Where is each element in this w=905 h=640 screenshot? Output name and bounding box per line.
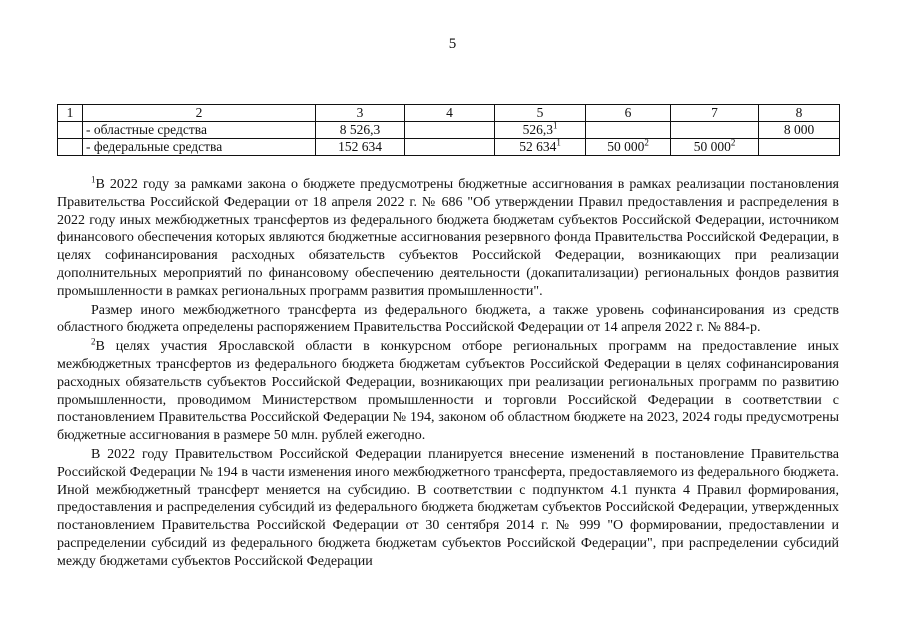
paragraph-text: В 2022 году Правительством Российской Федерации планируется внесение изменений в постановление Правительства Российской Федерации № 194 в части изменения иного межбюджетного трансферта, предоставляемого из федерального бюджета. Иной межбюджетный трансферт меняется на субсидию. В соответствии с подпунктом 4.1 пункта 4 Правил формирования, предоставления и распределения субсидий из федерального бюджета бюджетам субъектов Российской Федерации, утвержденных постановлением Правительства Российской Федерации от 30 сентября 2014 г. № 999 "О формировании, предоставлении и распределении субсидий из федерального бюджета бюджетам субъектов Российской Федерации", при распределении субсидий между бюджетами субъектов Российской Федерации — [57, 446, 839, 569]
paragraph-text: Размер иного межбюджетного трансферта из федерального бюджета, а также уровень софинансирования из средств областного бюджета определены распоряжением Правительства Российской Федерации от 14 апреля 2022 г. № 884-р. — [57, 302, 839, 336]
table-cell — [586, 122, 671, 139]
budget-table — [57, 104, 840, 156]
table-cell — [759, 139, 840, 156]
header-cell: 8 — [759, 105, 840, 122]
table-cell: 8 526,3 — [316, 122, 405, 139]
header-cell: 6 — [586, 105, 671, 122]
table-cell — [405, 122, 495, 139]
paragraph-text: В целях участия Ярославской области в конкурсном отборе региональных программ на предоставление иных межбюджетных трансфертов из федерального бюджета бюджетам субъектов Российской Федерации в целях софинансирования расходных обязательств субъектов Российской Федерации, возникающих при реализации региональных программ по развитию промышленности, проводимом Министерством промышленности и торговли Российской Федерации в соответствии с постановлением Правительства Российской Федерации № 194, законом об областном бюджете на 2023, 2024 годы предусмотрены бюджетные ассигнования в размере 50 млн. рублей ежегодно. — [57, 339, 839, 444]
cell-value: 50 000 — [693, 139, 731, 154]
table-cell: 152 634 — [316, 139, 405, 156]
footnote-marker: 1 — [552, 121, 558, 131]
footnote-marker: 1 — [556, 138, 561, 148]
footnote-marker: 2 — [91, 336, 96, 347]
footnote-paragraph-1 — [57, 176, 839, 301]
footnote-marker: 2 — [730, 138, 736, 148]
cell-value: 50 000 — [607, 139, 645, 154]
header-cell: 5 — [495, 105, 586, 122]
table-cell — [671, 122, 759, 139]
body-text — [57, 176, 839, 571]
header-cell: 2 — [83, 105, 316, 122]
table-cell — [405, 139, 495, 156]
cell-value: 52 634 — [519, 139, 557, 154]
table-cell: 8 000 — [759, 122, 840, 139]
header-cell: 3 — [316, 105, 405, 122]
table-cell — [586, 139, 671, 156]
row-label: - областные средства — [83, 122, 316, 139]
row-label: - федеральные средства — [83, 139, 316, 156]
footnote-marker: 1 — [91, 174, 96, 185]
header-cell: 7 — [671, 105, 759, 122]
paragraph — [57, 446, 839, 571]
page-number: 5 — [448, 36, 457, 52]
table-row — [58, 122, 840, 139]
table-cell — [671, 139, 759, 156]
paragraph-text: В 2022 году за рамками закона о бюджете предусмотрены бюджетные ассигнования в рамках реализации постановления Правительства Российской Федерации от 18 апреля 2022 г. № 686 "Об утверждении Правил предоставления и распределения в 2022 году иных межбюджетных трансфертов из федерального бюджета бюджетам субъектов Российской Федерации, источником финансового обеспечения которых являются бюджетные ассигнования резервного фонда Правительства Российской Федерации, в целях софинансирования расходных обязательств субъектов Российской Федерации, возникающих при реализации дополнительных мероприятий по финансовому обеспечению деятельности (докапитализации) региональных фондов развития промышленности в рамках региональных программ развития промышленности". — [57, 177, 839, 299]
table-cell — [58, 122, 83, 139]
cell-value: 526,3 — [522, 122, 553, 137]
header-cell: 1 — [58, 105, 83, 122]
table-row — [58, 139, 840, 156]
table-cell — [495, 122, 586, 139]
footnote-marker: 2 — [644, 138, 649, 148]
footnote-paragraph-2 — [57, 338, 839, 445]
header-cell: 4 — [405, 105, 495, 122]
table-header-row — [58, 105, 840, 122]
table-cell — [495, 139, 586, 156]
paragraph — [57, 302, 839, 338]
table-cell — [58, 139, 83, 156]
